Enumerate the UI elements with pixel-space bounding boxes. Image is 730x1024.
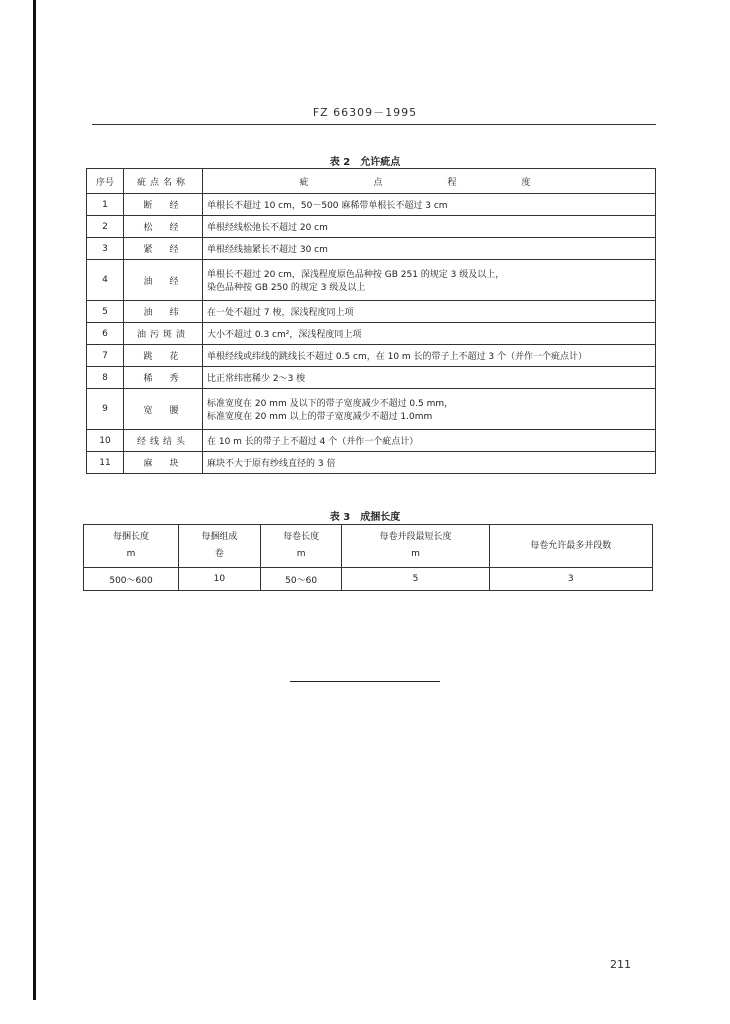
header-label: 每卷长度 — [283, 532, 320, 542]
defect-name: 经线结头 — [124, 430, 203, 452]
defect-degree — [203, 194, 656, 216]
header-defect-name: 疵点名称 — [124, 169, 203, 194]
row-number: 1 — [87, 194, 124, 216]
table-row — [87, 238, 656, 260]
defect-name: 油污斑渍 — [124, 323, 203, 345]
row-number: 2 — [87, 216, 124, 238]
defect-degree — [203, 301, 656, 323]
table-cell: 10 — [179, 568, 261, 591]
degree-line: 单根经线或纬线的跳线长不超过 0.5 cm，在 10 m 长的带子上不超过 3 个（并作一个疵点计） — [207, 352, 588, 362]
table3-caption: 表 3 成捆长度 — [329, 512, 401, 523]
header-label: 每捆长度 — [113, 532, 150, 542]
header-min-segment-length — [342, 525, 489, 568]
defect-name: 稀 秀 — [124, 367, 203, 389]
standard-code: FZ 66309－1995 — [312, 106, 418, 119]
table-row — [87, 323, 656, 345]
row-number: 3 — [87, 238, 124, 260]
scan-edge-line — [33, 0, 36, 1000]
header-label: 每捆组成 — [201, 532, 238, 542]
defect-degree — [203, 238, 656, 260]
row-number: 11 — [87, 452, 124, 474]
defect-degree — [203, 452, 656, 474]
row-number: 4 — [87, 260, 124, 301]
degree-line: 在一处不超过 7 梭，深浅程度同上项 — [207, 308, 354, 318]
header-roll-length — [260, 525, 342, 568]
row-number: 10 — [87, 430, 124, 452]
table-row — [87, 389, 656, 430]
defect-name: 紧 经 — [124, 238, 203, 260]
header-unit: m — [126, 549, 136, 559]
row-number: 5 — [87, 301, 124, 323]
table-cell: 3 — [489, 568, 652, 591]
end-rule — [290, 681, 440, 682]
table3-header-row — [84, 525, 653, 568]
table-row — [87, 367, 656, 389]
degree-line: 标准宽度在 20 mm 以上的带子宽度减少不超过 1.0mm — [207, 412, 433, 422]
header-defect-degree: 疵 点 程 度 — [203, 169, 656, 194]
row-number: 8 — [87, 367, 124, 389]
header-bundle-length — [84, 525, 179, 568]
defect-name: 断 经 — [124, 194, 203, 216]
table2-header-row — [87, 169, 656, 194]
degree-line: 在 10 m 长的带子上不超过 4 个（并作一个疵点计） — [207, 437, 419, 447]
defect-degree — [203, 389, 656, 430]
header-label: 每卷并段最短长度 — [379, 532, 452, 542]
defect-degree — [203, 323, 656, 345]
table-row — [87, 345, 656, 367]
defect-degree — [203, 216, 656, 238]
degree-line: 染色品种按 GB 250 的规定 3 级及以上 — [207, 283, 366, 293]
table-row — [87, 452, 656, 474]
header-rule — [92, 124, 656, 125]
table-row — [87, 216, 656, 238]
degree-line: 大小不超过 0.3 cm²，深浅程度同上项 — [207, 330, 362, 340]
bundle-length-table — [83, 524, 653, 591]
defect-degree — [203, 345, 656, 367]
table-cell: 5 — [342, 568, 489, 591]
row-number: 9 — [87, 389, 124, 430]
table-row — [87, 301, 656, 323]
header-unit: 卷 — [214, 549, 224, 559]
header-label: 每卷允许最多并段数 — [530, 540, 612, 551]
table-row — [87, 260, 656, 301]
defect-name: 麻 块 — [124, 452, 203, 474]
degree-line: 比正常纬密稀少 2～3 梭 — [207, 374, 306, 384]
degree-line: 标准宽度在 20 mm 及以下的带子宽度减少不超过 0.5 mm， — [207, 399, 454, 409]
defect-name: 宽 腰 — [124, 389, 203, 430]
table-row — [84, 568, 653, 591]
defect-name: 油 纬 — [124, 301, 203, 323]
table2-caption: 表 2 允许疵点 — [329, 157, 401, 168]
row-number: 6 — [87, 323, 124, 345]
table-row — [87, 194, 656, 216]
allowed-defects-table — [86, 168, 656, 474]
degree-line: 麻块不大于原有纱线直径的 3 倍 — [207, 459, 336, 469]
defect-name: 松 经 — [124, 216, 203, 238]
row-number: 7 — [87, 345, 124, 367]
table-row — [87, 430, 656, 452]
header-max-segments — [489, 525, 652, 568]
degree-line: 单根长不超过 10 cm，50－500 麻稀带单根长不超过 3 cm — [207, 201, 448, 211]
page-number: 211 — [610, 958, 631, 971]
degree-line: 单根经线松弛长不超过 20 cm — [207, 223, 328, 233]
defect-degree — [203, 260, 656, 301]
header-serial-no: 序号 — [87, 169, 124, 194]
degree-line: 单根长不超过 20 cm，深浅程度原色品种按 GB 251 的规定 3 级及以上， — [207, 270, 505, 280]
table-cell: 50～60 — [260, 568, 342, 591]
defect-name: 油 经 — [124, 260, 203, 301]
defect-name: 跳 花 — [124, 345, 203, 367]
defect-degree — [203, 367, 656, 389]
table-cell: 500～600 — [84, 568, 179, 591]
defect-degree — [203, 430, 656, 452]
degree-line: 单根经线抽紧长不超过 30 cm — [207, 245, 328, 255]
header-unit: m — [411, 549, 420, 559]
header-unit: m — [296, 549, 306, 559]
header-bundle-composition — [179, 525, 261, 568]
